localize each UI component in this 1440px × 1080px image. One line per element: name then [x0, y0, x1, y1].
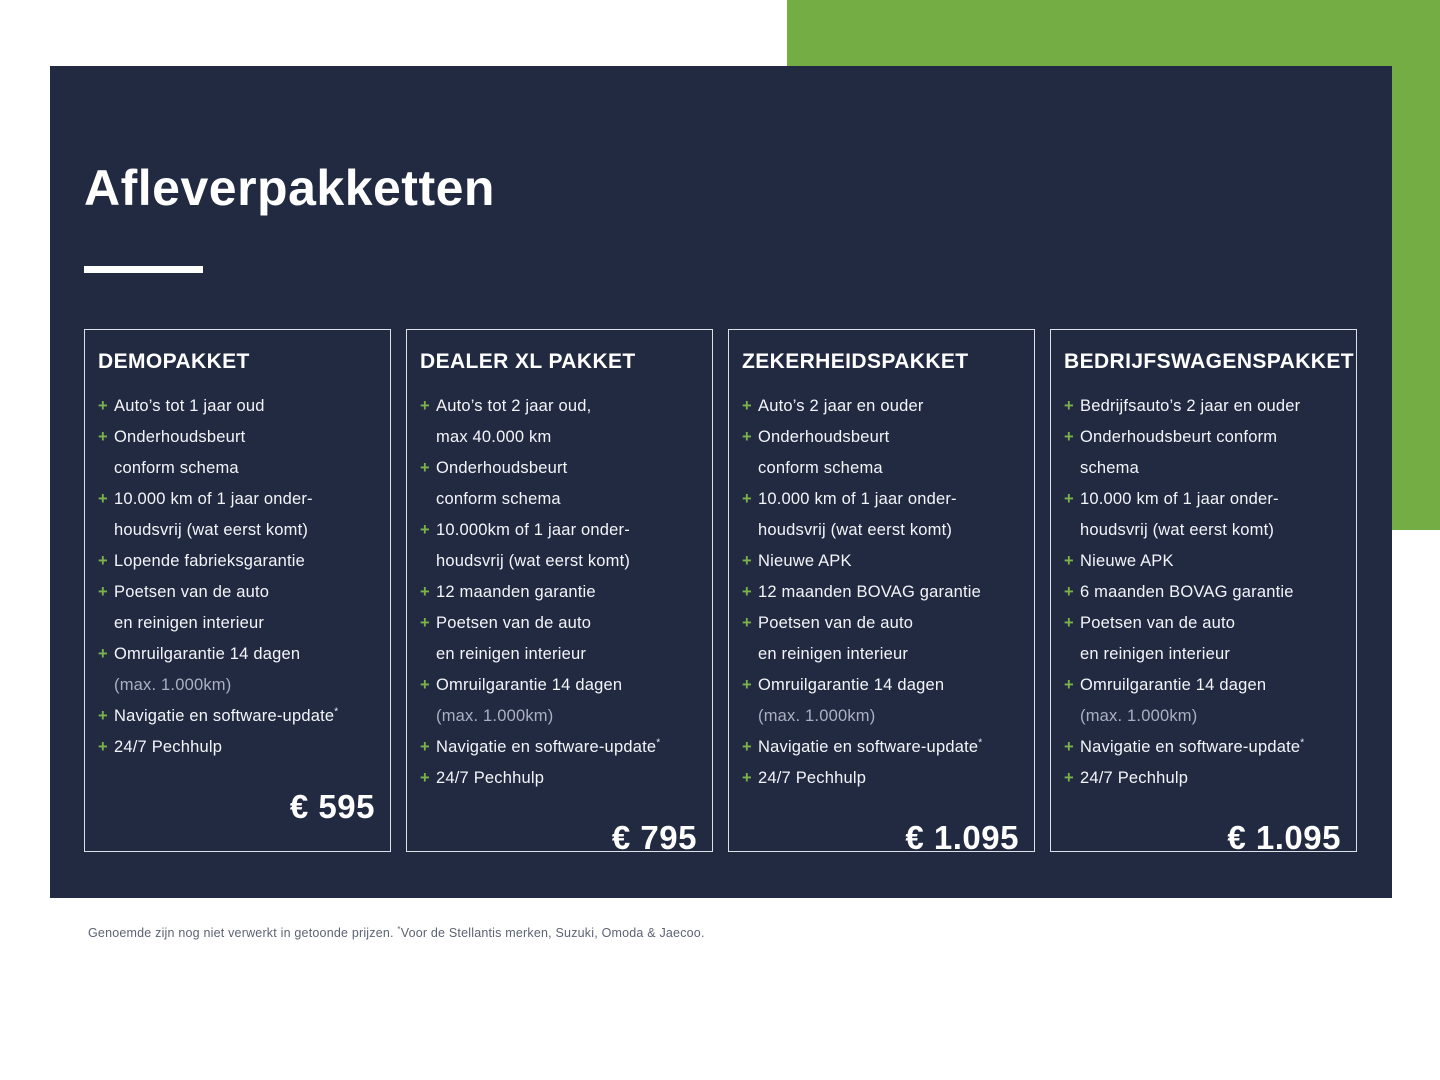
feature-lines [758, 546, 1020, 577]
feature-item [98, 732, 376, 763]
feature-item [1064, 577, 1342, 608]
feature-lines [436, 515, 698, 577]
feature-item [98, 546, 376, 577]
feature-line: Lopende fabrieksgarantie [114, 552, 306, 570]
feature-lines [1080, 391, 1342, 422]
feature-lines [1080, 608, 1342, 670]
feature-item [420, 515, 698, 577]
plus-icon: + [420, 397, 430, 415]
footnote-asterisk: * [334, 706, 339, 718]
feature-item [420, 763, 698, 794]
feature-lines [114, 546, 376, 577]
plus-icon: + [742, 490, 752, 508]
page-title: Afleverpakketten [84, 160, 495, 216]
title-underline [84, 266, 203, 273]
feature-lines [436, 732, 698, 763]
plus-icon: + [742, 583, 752, 601]
feature-line: Auto’s 2 jaar en ouder [758, 397, 924, 415]
feature-line: Bedrijfsauto’s 2 jaar en ouder [1080, 397, 1301, 415]
feature-line: Poetsen van de auto [758, 614, 914, 632]
feature-lines [758, 422, 1020, 484]
feature-lines [1080, 546, 1342, 577]
plus-icon: + [742, 428, 752, 446]
feature-lines [436, 453, 698, 515]
feature-line: Auto’s tot 2 jaar oud, [436, 397, 592, 415]
feature-item [742, 391, 1020, 422]
feature-item [420, 577, 698, 608]
feature-lines [114, 639, 376, 701]
feature-lines [436, 577, 698, 608]
plus-icon: + [420, 738, 430, 756]
feature-line: Onderhoudsbeurt [436, 459, 568, 477]
feature-line: conform schema [114, 459, 239, 477]
feature-item [1064, 391, 1342, 422]
feature-line: 24/7 Pechhulp [758, 769, 867, 787]
feature-line: 10.000 km of 1 jaar onder- [114, 490, 313, 508]
feature-line: houdsvrij (wat eerst komt) [1080, 521, 1275, 539]
plus-icon: + [1064, 552, 1074, 570]
plus-icon: + [98, 397, 108, 415]
plus-icon: + [742, 614, 752, 632]
feature-item [420, 608, 698, 670]
package-price: € 595 [289, 788, 375, 825]
feature-line: Onderhoudsbeurt [758, 428, 890, 446]
feature-line: Poetsen van de auto [1080, 614, 1236, 632]
plus-icon: + [1064, 738, 1074, 756]
feature-item [1064, 670, 1342, 732]
feature-lines [1080, 732, 1342, 763]
feature-lines [114, 701, 376, 732]
feature-lines [758, 608, 1020, 670]
feature-lines [114, 732, 376, 763]
feature-line: 10.000 km of 1 jaar onder- [1080, 490, 1279, 508]
feature-line: en reinigen interieur [436, 645, 587, 663]
feature-lines [1080, 670, 1342, 732]
feature-line: houdsvrij (wat eerst komt) [436, 552, 631, 570]
plus-icon: + [98, 490, 108, 508]
feature-line: Onderhoudsbeurt [114, 428, 246, 446]
plus-icon: + [742, 676, 752, 694]
package-price: € 1.095 [905, 819, 1019, 856]
feature-line: Nieuwe APK [1080, 552, 1174, 570]
feature-item [1064, 732, 1342, 763]
feature-list [98, 391, 376, 763]
plus-icon: + [1064, 614, 1074, 632]
package-card [1050, 329, 1357, 856]
feature-line: Poetsen van de auto [114, 583, 270, 601]
feature-item [742, 577, 1020, 608]
feature-item [1064, 608, 1342, 670]
feature-line: 10.000km of 1 jaar onder- [436, 521, 630, 539]
plus-icon: + [742, 769, 752, 787]
feature-lines [114, 577, 376, 639]
feature-lines [758, 670, 1020, 732]
feature-line: Auto’s tot 1 jaar oud [114, 397, 265, 415]
feature-item [98, 391, 376, 422]
plus-icon: + [98, 428, 108, 446]
feature-line: Nieuwe APK [758, 552, 852, 570]
feature-item [98, 422, 376, 484]
feature-item [742, 484, 1020, 546]
footnote-asterisk: * [397, 925, 401, 934]
feature-line: (max. 1.000km) [1080, 707, 1198, 725]
feature-line: schema [1080, 459, 1139, 477]
plus-icon: + [98, 583, 108, 601]
feature-line: en reinigen interieur [114, 614, 265, 632]
feature-line: 12 maanden garantie [436, 583, 596, 601]
plus-icon: + [420, 769, 430, 787]
feature-lines [436, 391, 698, 453]
plus-icon: + [742, 552, 752, 570]
feature-item [1064, 422, 1342, 484]
feature-item [742, 763, 1020, 794]
feature-line: 24/7 Pechhulp [436, 769, 545, 787]
package-card-title: BEDRIJFSWAGENSPAKKET [1064, 350, 1354, 373]
feature-item [420, 732, 698, 763]
feature-lines [758, 391, 1020, 422]
feature-item [98, 484, 376, 546]
footnote-asterisk: * [978, 737, 983, 749]
package-price: € 795 [611, 819, 697, 856]
feature-line: conform schema [436, 490, 561, 508]
feature-item [742, 732, 1020, 763]
footnote: Genoemde zijn nog niet verwerkt in getoonde prijzen. *Voor de Stellantis merken, Suzuki, Omoda & Jaecoo. [88, 925, 705, 941]
feature-lines [1080, 577, 1342, 608]
feature-line: houdsvrij (wat eerst komt) [758, 521, 953, 539]
feature-line: Navigatie en software-update* [114, 706, 339, 725]
plus-icon: + [1064, 428, 1074, 446]
plus-icon: + [1064, 676, 1074, 694]
feature-line: Omruilgarantie 14 dagen [436, 676, 623, 694]
feature-lines [436, 608, 698, 670]
feature-line: 12 maanden BOVAG garantie [758, 583, 981, 601]
feature-line: Omruilgarantie 14 dagen [1080, 676, 1267, 694]
plus-icon: + [1064, 769, 1074, 787]
feature-lines [758, 484, 1020, 546]
plus-icon: + [420, 614, 430, 632]
plus-icon: + [420, 676, 430, 694]
plus-icon: + [1064, 583, 1074, 601]
feature-line: Navigatie en software-update* [758, 737, 983, 756]
feature-line: Omruilgarantie 14 dagen [114, 645, 301, 663]
package-card [728, 329, 1035, 856]
feature-list [1064, 391, 1342, 794]
plus-icon: + [98, 645, 108, 663]
feature-line: (max. 1.000km) [758, 707, 876, 725]
feature-line: 10.000 km of 1 jaar onder- [758, 490, 957, 508]
plus-icon: + [420, 583, 430, 601]
feature-item [1064, 484, 1342, 546]
package-card [406, 329, 713, 856]
feature-list [742, 391, 1020, 794]
feature-line: conform schema [758, 459, 883, 477]
feature-item [742, 422, 1020, 484]
package-price: € 1.095 [1227, 819, 1341, 856]
plus-icon: + [742, 738, 752, 756]
plus-icon: + [98, 552, 108, 570]
package-card-title: ZEKERHEIDSPAKKET [742, 350, 969, 373]
feature-line: houdsvrij (wat eerst komt) [114, 521, 309, 539]
feature-line: en reinigen interieur [1080, 645, 1231, 663]
feature-line: Omruilgarantie 14 dagen [758, 676, 945, 694]
package-card-title: DEALER XL PAKKET [420, 350, 636, 373]
footnote-asterisk: * [1300, 737, 1305, 749]
package-card-title: DEMOPAKKET [98, 350, 250, 373]
feature-line: Onderhoudsbeurt conform [1080, 428, 1278, 446]
package-cards [84, 329, 1358, 856]
footnote-asterisk: * [656, 737, 661, 749]
plus-icon: + [1064, 490, 1074, 508]
feature-line: Poetsen van de auto [436, 614, 592, 632]
package-card [84, 329, 391, 852]
feature-item [1064, 546, 1342, 577]
feature-line: 24/7 Pechhulp [1080, 769, 1189, 787]
feature-lines [436, 763, 698, 794]
plus-icon: + [98, 707, 108, 725]
plus-icon: + [420, 521, 430, 539]
feature-lines [1080, 484, 1342, 546]
plus-icon: + [1064, 397, 1074, 415]
feature-item [98, 639, 376, 701]
feature-lines [1080, 422, 1342, 484]
feature-lines [1080, 763, 1342, 794]
feature-line: 6 maanden BOVAG garantie [1080, 583, 1294, 601]
feature-item [742, 670, 1020, 732]
feature-line: max 40.000 km [436, 428, 552, 446]
plus-icon: + [98, 738, 108, 756]
feature-line: en reinigen interieur [758, 645, 909, 663]
feature-item [98, 701, 376, 732]
feature-item [420, 391, 698, 453]
feature-item [420, 670, 698, 732]
feature-item [420, 453, 698, 515]
feature-lines [114, 391, 376, 422]
feature-item [98, 577, 376, 639]
feature-line: Navigatie en software-update* [436, 737, 661, 756]
feature-lines [758, 577, 1020, 608]
feature-item [742, 608, 1020, 670]
content-panel [50, 66, 1392, 898]
feature-line: (max. 1.000km) [114, 676, 232, 694]
feature-lines [114, 422, 376, 484]
feature-lines [436, 670, 698, 732]
feature-list [420, 391, 698, 794]
feature-lines [758, 763, 1020, 794]
plus-icon: + [420, 459, 430, 477]
feature-lines [114, 484, 376, 546]
feature-lines [758, 732, 1020, 763]
feature-item [742, 546, 1020, 577]
feature-item [1064, 763, 1342, 794]
feature-line: Navigatie en software-update* [1080, 737, 1305, 756]
feature-line: (max. 1.000km) [436, 707, 554, 725]
plus-icon: + [742, 397, 752, 415]
feature-line: 24/7 Pechhulp [114, 738, 223, 756]
